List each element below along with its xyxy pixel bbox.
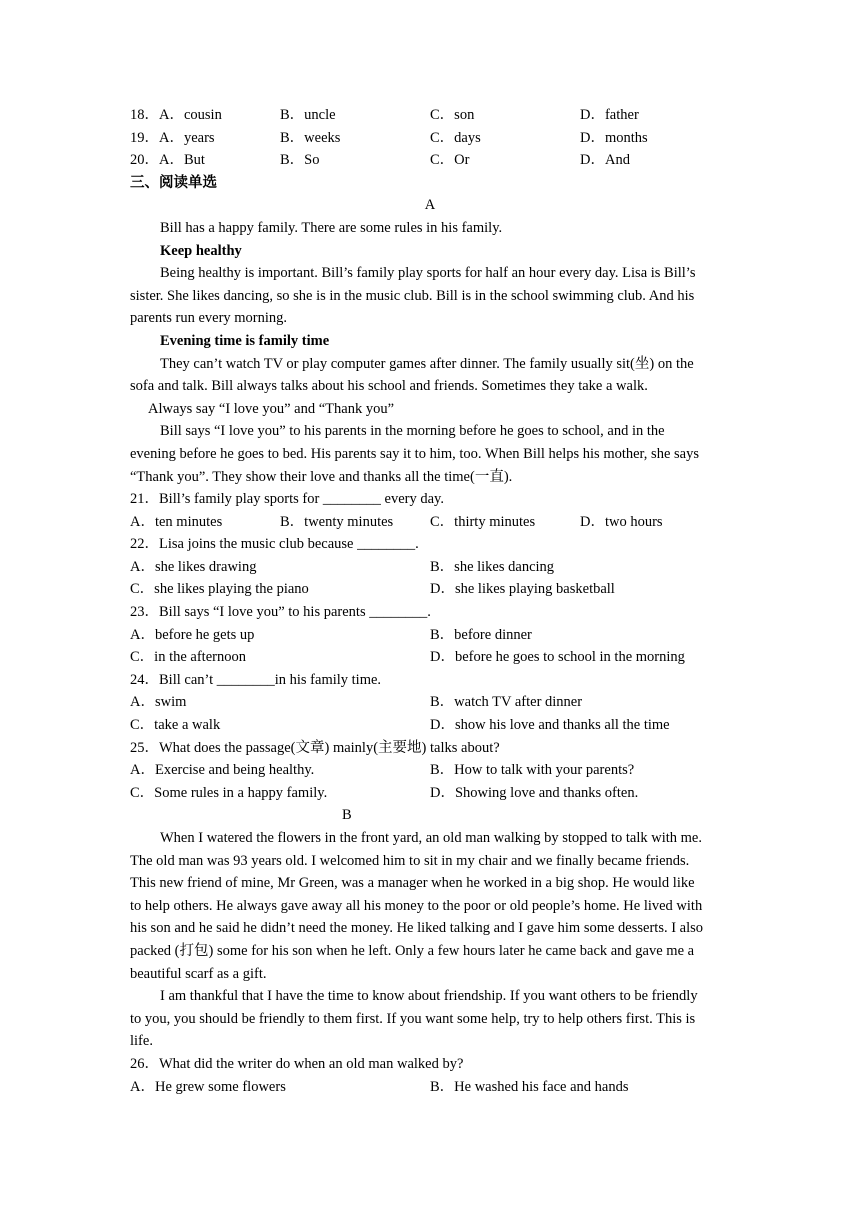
q25-option-a: A．Exercise and being healthy. — [130, 762, 315, 779]
passage-a-para3-line: evening before he goes to bed. His parents say it to him, too. When Bill helps his mother, she says — [130, 445, 699, 462]
document-page — [130, 104, 730, 1098]
cloze-q19-d: D．months — [580, 129, 648, 146]
passage-a-heading-1: Keep healthy — [160, 242, 242, 259]
question-25-options-ab — [130, 759, 730, 782]
cloze-row-18 — [130, 104, 730, 127]
cloze-row-20 — [130, 149, 730, 172]
q24-option-d: D．show his love and thanks all the time — [430, 717, 670, 734]
q21-option-a: A．ten minutes — [130, 513, 223, 530]
question-25-options-cd — [130, 782, 730, 805]
q25-option-c: C．Some rules in a happy family. — [130, 784, 328, 801]
passage-a-para2-line: They can’t watch TV or play computer games after dinner. The family usually sit(坐) on the — [160, 355, 694, 372]
passage-b-p1-line: packed (打包) some for his son when he left. Only a few hours later he came back and gave me a — [130, 942, 695, 959]
cloze-q20-d: D．And — [580, 152, 630, 169]
question-22-options-cd — [130, 578, 730, 601]
q23-option-d: D．before he goes to school in the morning — [430, 649, 685, 666]
passage-b-p1-line: When I watered the flowers in the front yard, an old man walking by stopped to talk with me. — [160, 830, 702, 846]
q25-option-d: D．Showing love and thanks often. — [430, 784, 639, 801]
question-26-options-ab — [130, 1076, 730, 1099]
q23-option-a: A．before he gets up — [130, 626, 255, 643]
q21-option-d: D．two hours — [580, 513, 663, 530]
passage-a-para1-line: parents run every morning. — [130, 310, 288, 327]
passage-b-label: B — [342, 807, 352, 824]
cloze-row-19 — [130, 127, 730, 150]
cloze-q19-b: B．weeks — [280, 129, 341, 146]
passage-a-para1-line: Being healthy is important. Bill’s family play sports for half an hour every day. Lisa is Bill’s — [160, 265, 696, 282]
question-26-stem: 26．What did the writer do when an old man walked by? — [130, 1055, 464, 1072]
question-21-stem: 21．Bill’s family play sports for ________ every day. — [130, 491, 444, 508]
cloze-q20-b: B．So — [280, 152, 320, 169]
cloze-q18-b: B．uncle — [280, 107, 336, 123]
passage-a-para3-line: Bill says “I love you” to his parents in the morning before he goes to school, and in the — [160, 423, 665, 440]
passage-a-para2-line: sofa and talk. Bill always talks about his school and friends. Sometimes they take a walk. — [130, 378, 648, 395]
question-23-stem: 23．Bill says “I love you” to his parents ________. — [130, 604, 431, 621]
cloze-q20-c: C．Or — [430, 152, 470, 169]
q22-option-d: D．she likes playing basketball — [430, 581, 615, 598]
q24-option-c: C．take a walk — [130, 717, 221, 734]
passage-a-label: A — [424, 197, 436, 214]
q22-option-c: C．she likes playing the piano — [130, 581, 309, 598]
passage-a-para3-line: “Thank you”. They show their love and thanks all the time(一直). — [130, 468, 513, 485]
passage-b-p1-line: to help others. He always gave away all his money to the poor or old people’s home. He lived with — [130, 897, 703, 914]
passage-a-heading-3: Always say “I love you” and “Thank you” — [148, 400, 395, 417]
passage-b-p1-line: beautiful scarf as a gift. — [130, 965, 267, 982]
question-25-stem: 25．What does the passage(文章) mainly(主要地) talks about? — [130, 739, 500, 756]
question-23-options-cd — [130, 646, 730, 669]
passage-a-intro: Bill has a happy family. There are some rules in his family. — [160, 219, 503, 236]
q25-option-b: B．How to talk with your parents? — [430, 762, 635, 779]
q23-option-b: B．before dinner — [430, 626, 532, 643]
section-title: 三、阅读单选 — [130, 174, 217, 191]
cloze-q19-c: C．days — [430, 129, 481, 146]
question-24-options-ab — [130, 691, 730, 714]
passage-b-p2-line: to you, you should be friendly to them first. If you want some help, try to help others first. This is — [130, 1010, 696, 1027]
q21-option-b: B．twenty minutes — [280, 513, 394, 530]
cloze-q20-a: 20．A．But — [130, 152, 205, 169]
q23-option-c: C．in the afternoon — [130, 649, 246, 666]
q26-option-a: A．He grew some flowers — [130, 1078, 286, 1095]
passage-b-p1-line: The old man was 93 years old. I welcomed him to sit in my chair and we finally became friends. — [130, 852, 690, 869]
cloze-q18-d: D．father — [580, 107, 639, 123]
passage-b-p1-line: his son and he said he didn’t need the money. He liked talking and I gave him some desserts. I also — [130, 920, 704, 937]
question-22-options-ab — [130, 556, 730, 579]
q24-option-a: A．swim — [130, 694, 187, 711]
question-24-options-cd — [130, 714, 730, 737]
passage-a-para1-line: sister. She likes dancing, so she is in the music club. Bill is in the school swimming club. And his — [130, 287, 695, 304]
question-24-stem: 24．Bill can’t ________in his family time. — [130, 671, 382, 688]
passage-b-p1-line: This new friend of mine, Mr Green, was a manager when he worked in a big shop. He would like — [130, 875, 695, 892]
q21-option-c: C．thirty minutes — [430, 513, 536, 530]
passage-b-p2-line: I am thankful that I have the time to know about friendship. If you want others to be friendly — [160, 988, 698, 1005]
q22-option-a: A．she likes drawing — [130, 558, 257, 575]
cloze-q18-a: 18．A．cousin — [130, 107, 222, 123]
cloze-q19-a: 19．A．years — [130, 129, 215, 146]
cloze-q18-c: C．son — [430, 107, 475, 123]
passage-a-heading-2: Evening time is family time — [160, 332, 330, 349]
q24-option-b: B．watch TV after dinner — [430, 694, 583, 711]
passage-b-p2-line: life. — [130, 1033, 153, 1050]
question-22-stem: 22．Lisa joins the music club because ________. — [130, 536, 419, 553]
q22-option-b: B．she likes dancing — [430, 558, 555, 575]
question-23-options-ab — [130, 624, 730, 647]
question-21-options — [130, 511, 730, 534]
q26-option-b: B．He washed his face and hands — [430, 1078, 629, 1095]
